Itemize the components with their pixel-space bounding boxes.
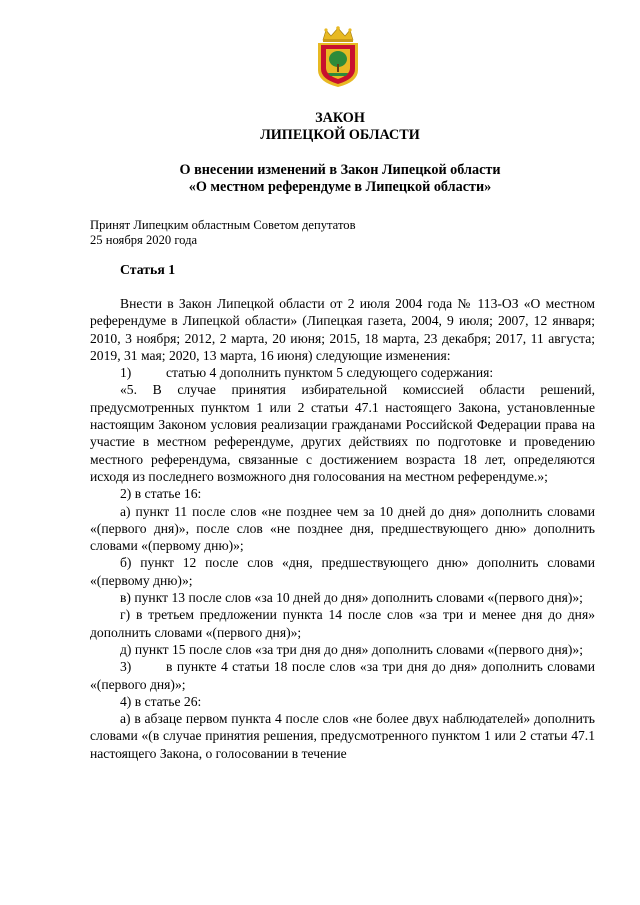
item-1 (90, 364, 595, 381)
item-2d: г) в третьем предложении пункта 14 после слов «за три и менее дня до дня» дополнить словами «(первого дня)»; (90, 607, 595, 640)
law-title (90, 110, 590, 144)
item-2e: д) пункт 15 после слов «за три дня до дня» дополнить словами «(первого дня)»; (120, 641, 583, 657)
article-body (90, 295, 595, 762)
item-4a: а) в абзаце первом пункта 4 после слов «не более двух наблюдателей» дополнить словами «(в случае принятия решения, предусмотренного пунктом 1 или 2 статьи 47.1 настоящего Закона, о голосовании в течение (90, 711, 595, 761)
item-4: 4) в статье 26: (120, 693, 202, 709)
coat-of-arms-icon (313, 26, 363, 88)
item-2a: а) пункт 11 после слов «не позднее чем за 10 дней до дня» дополнить словами «(первого дня)», после слов «не позднее дня, предшествующего дню» дополнить словами «(первому дню)»; (90, 503, 595, 554)
law-title-line1: ЗАКОН (315, 110, 365, 126)
law-subtitle-line1: О внесении изменений в Закон Липецкой области (179, 162, 501, 178)
item-1-text: статью 4 дополнить пунктом 5 следующего содержания: (166, 365, 494, 381)
adoption-info-line2: 25 ноября 2020 года (90, 233, 198, 247)
item-2: 2) в статье 16: (120, 486, 202, 502)
article-heading: Статья 1 (120, 262, 176, 277)
article-intro: Внести в Закон Липецкой области от 2 июля 2004 года № 113-ОЗ «О местном референдуме в Липецкой области» (Липецкая газета, 2004, 9 июля; 2007, 12 января; 2010, 3 ноября; 2012, 2 марта, 20 июня; 2015, 18 марта, 23 декабря; 2017, 11 августа; 2019, 31 мая; 2020, 13 марта, 16 июня) следующие изменения: (90, 296, 595, 363)
item-3-text: в пункте 4 статьи 18 после слов «за три дня до дня» дополнить словами «(первого дня)»; (90, 659, 595, 692)
law-title-line2: ЛИПЕЦКОЙ ОБЛАСТИ (260, 127, 420, 143)
adoption-info (90, 218, 390, 248)
item-2c: в) пункт 13 после слов «за 10 дней до дня» дополнить словами «(первого дня)»; (120, 590, 583, 606)
law-subtitle-line2: «О местном референдуме в Липецкой области» (188, 179, 492, 195)
law-subtitle (90, 162, 590, 196)
item-3 (90, 658, 595, 693)
adoption-info-line1: Принят Липецким областным Советом депутатов (90, 218, 356, 232)
item-1-number: 1) (120, 365, 132, 381)
item-1-quote: «5. В случае принятия избирательной комиссией области решений, предусмотренных пунктом 1 или 2 статьи 47.1 настоящего Закона, установленные настоящим Законом условия реализации гражданами Российской Федерации права на участие в местном референдуме, других действиях по подготовке и проведению местного референдума, связанные с достижением возраста 18 лет, определяются исходя из последнего возможного дня голосования на местном референдуме.»; (90, 382, 595, 484)
item-3-number: 3) (120, 659, 132, 675)
item-2b: б) пункт 12 после слов «дня, предшествующего дню» дополнить словами «(первому дню)»; (90, 555, 595, 588)
